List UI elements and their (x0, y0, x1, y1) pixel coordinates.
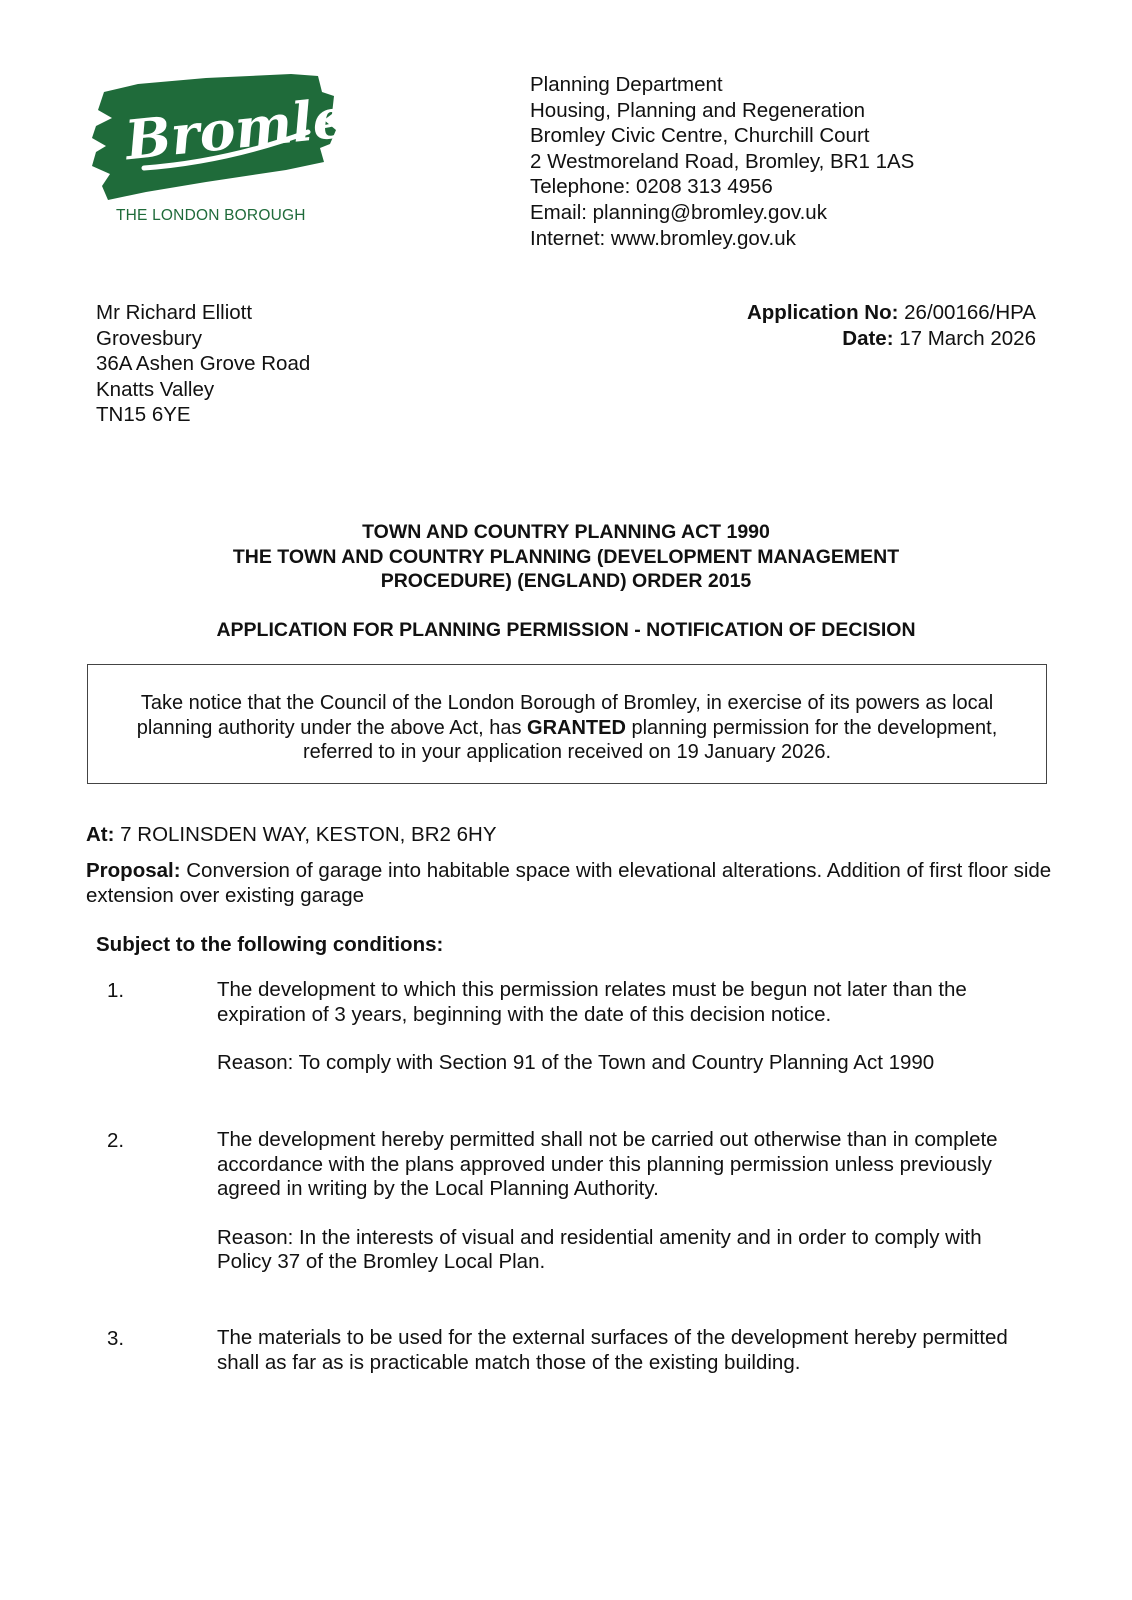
recipient-line: Knatts Valley (96, 377, 215, 401)
recipient-address (96, 300, 310, 428)
proposal-label: Proposal: (86, 859, 181, 882)
proposal-value: Conversion of garage into habitable space with elevational alterations. Addition of first floor side extension over existing garage (86, 859, 1052, 907)
logo-wordmark: Bromley (122, 82, 382, 173)
condition-number: 3. (107, 1327, 125, 1350)
notice-line (88, 716, 1046, 741)
bromley-logo (86, 70, 382, 230)
condition-reason: Reason: In the interests of visual and residential amenity and in order to comply with Policy 37 of the Bromley Local Plan. (217, 1225, 982, 1273)
notice-line: Take notice that the Council of the London Borough of Bromley, in exercise of its powers as local (140, 692, 994, 714)
decision-date-value: 17 March 2026 (899, 326, 1036, 350)
condition-text: The materials to be used for the external surfaces of the development hereby permitted shall as far as is practicable match those of the existing building. (217, 1326, 1008, 1374)
condition-item (217, 1128, 1037, 1275)
application-number-value: 26/00166/HPA (904, 301, 1036, 324)
condition-number: 2. (107, 1129, 125, 1152)
department-telephone: Telephone: 0208 313 4956 (530, 175, 773, 199)
condition-item (217, 1326, 1037, 1375)
conditions-heading: Subject to the following conditions: (96, 933, 444, 956)
notice-text: planning authority under the above Act, has (136, 716, 528, 739)
application-number (747, 300, 1036, 326)
act-heading: TOWN AND COUNTRY PLANNING ACT 1990 (362, 521, 770, 543)
condition-reason: Reason: To comply with Section 91 of the Town and Country Planning Act 1990 (217, 1051, 935, 1074)
notice-line: referred to in your application received on 19 January 2026. (302, 741, 832, 763)
recipient-line: Grovesbury (96, 326, 202, 350)
proposal-text-wrap (86, 859, 1086, 908)
condition-text: The development hereby permitted shall not be carried out otherwise than in complete accordance with the plans approved under this planning permission unless previously agreed in writing by the Local Planning Authority. (217, 1128, 998, 1200)
decision-notice-box (87, 664, 1047, 784)
application-reference (747, 300, 1036, 351)
condition-item (217, 978, 1037, 1076)
department-address (530, 72, 914, 251)
act-heading: PROCEDURE) (ENGLAND) ORDER 2015 (380, 570, 752, 592)
department-website: Internet: www.bromley.gov.uk (530, 226, 796, 250)
department-line: Housing, Planning and Regeneration (530, 98, 866, 122)
notice-text: planning permission for the development, (625, 716, 998, 739)
decision-title: APPLICATION FOR PLANNING PERMISSION - NOTIFICATION OF DECISION (216, 618, 916, 641)
site-value: 7 ROLINSDEN WAY, KESTON, BR2 6HY (120, 823, 497, 846)
application-number-label: Application No: (746, 301, 899, 324)
site-address (86, 822, 497, 848)
recipient-line: TN15 6YE (96, 403, 191, 427)
condition-text: The development to which this permission relates must be begun not later than the expiration of 3 years, beginning with the date of this decision notice. (217, 978, 967, 1026)
logo-caption: THE LONDON BOROUGH (116, 207, 306, 224)
department-line: 2 Westmoreland Road, Bromley, BR1 1AS (530, 149, 915, 173)
proposal (86, 859, 1086, 908)
department-line: Planning Department (530, 73, 723, 96)
document-headings (0, 520, 1132, 642)
decision-date-label: Date: (842, 326, 894, 350)
recipient-line: 36A Ashen Grove Road (96, 352, 311, 376)
bromley-logo-mark (86, 70, 382, 210)
department-email: Email: planning@bromley.gov.uk (530, 200, 827, 224)
decision-outcome: GRANTED (527, 716, 626, 739)
recipient-line: Mr Richard Elliott (96, 301, 253, 324)
act-heading: THE TOWN AND COUNTRY PLANNING (DEVELOPMENT MANAGEMENT (232, 545, 900, 568)
department-line: Bromley Civic Centre, Churchill Court (530, 124, 870, 148)
condition-number: 1. (107, 979, 125, 1002)
decision-date (747, 326, 1036, 352)
site-label: At: (86, 823, 115, 846)
